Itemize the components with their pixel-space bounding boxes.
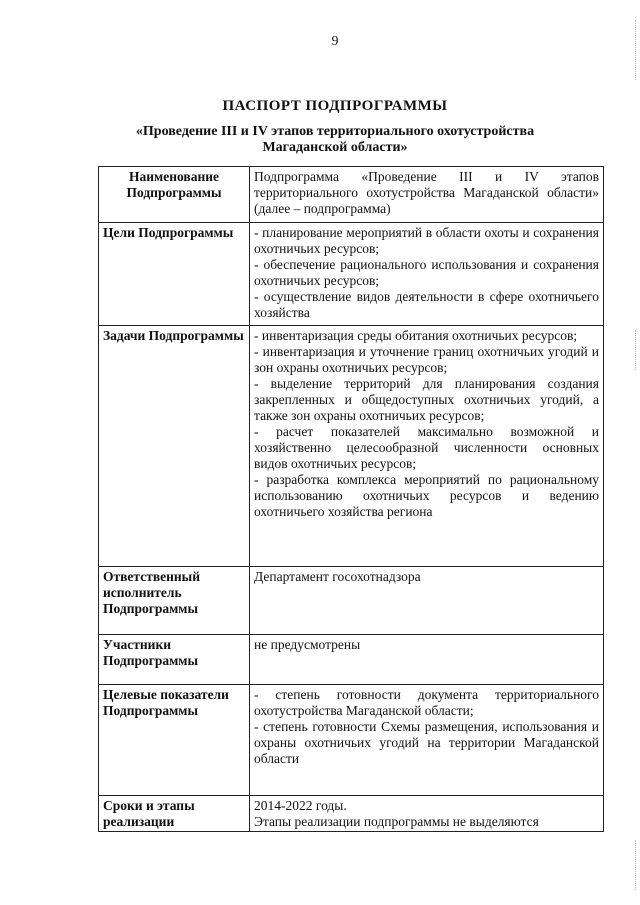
table-row-indicators	[99, 685, 604, 796]
row-value	[250, 685, 604, 796]
row-value-line: - расчет показателей максимально возможной и хозяйственно целесообразной численности основных видов охотничьих ресурсов;	[254, 424, 599, 471]
row-label: Задачи Подпрограммы	[99, 326, 250, 567]
scan-edge-mark	[634, 840, 636, 890]
row-value-line: - инвентаризация и уточнение границ охотничьих угодий и зон охраны охотничьих ресурсов;	[254, 344, 599, 375]
table-row-name	[99, 167, 604, 223]
table-row-terms	[99, 796, 604, 832]
row-label: Целевые показатели Подпрограммы	[99, 685, 250, 796]
table-row-goals	[99, 223, 604, 326]
row-value	[250, 567, 604, 635]
row-label: Сроки и этапы реализации	[99, 796, 250, 832]
scan-edge-mark	[634, 330, 636, 370]
scan-edge-mark	[634, 20, 636, 80]
page-title: ПАСПОРТ ПОДПРОГРАММЫ	[222, 98, 448, 114]
row-value-line: - планирование мероприятий в области охоты и сохранения охотничьих ресурсов;	[254, 225, 599, 256]
row-label: Участники Подпрограммы	[99, 635, 250, 685]
row-value	[250, 635, 604, 685]
row-value-line: - выделение территорий для планирования создания закрепленных и общедоступных охотничьих угодий, а также зон охраны охотничьих ресурсов;	[254, 376, 599, 423]
row-value-line: - разработка комплекса мероприятий по рациональному использованию охотничьих ресурсов и ведению охотничьего хозяйства региона	[254, 472, 599, 519]
row-value-line: 2014-2022 годы.	[254, 798, 347, 813]
table-row-executor	[99, 567, 604, 635]
row-value-line: - осуществление видов деятельности в сфере охотничьего хозяйства	[254, 289, 599, 320]
row-value	[250, 167, 604, 223]
row-label: Цели Подпрограммы	[99, 223, 250, 326]
row-value	[250, 796, 604, 832]
row-label: Наименование Подпрограммы	[99, 167, 250, 223]
row-value-line: Департамент госохотнадзора	[254, 569, 421, 584]
row-value-line: - степень готовности Схемы размещения, использования и охраны охотничьих угодий на территории Магаданской области	[254, 719, 599, 766]
row-label: Ответственный исполнитель Подпрограммы	[99, 567, 250, 635]
row-value-line: Подпрограмма «Проведение III и IV этапов территориального охотустройства Магаданской области» (далее – подпрограмма)	[254, 169, 599, 216]
row-value-line: - степень готовности документа территориального охотустройства Магаданской области;	[254, 687, 599, 718]
page-subtitle: «Проведение III и IV этапов территориального охотустройства Магаданской области»	[135, 124, 535, 155]
row-value-line: - обеспечение рационального использования и сохранения охотничьих ресурсов;	[254, 257, 599, 288]
row-value-line: Этапы реализации подпрограммы не выделяются	[254, 814, 539, 829]
table-row-tasks	[99, 326, 604, 567]
row-value-line: не предусмотрены	[254, 637, 361, 652]
page-number: 9	[331, 34, 339, 49]
passport-table	[98, 166, 604, 832]
row-value-line: - инвентаризация среды обитания охотничьих ресурсов;	[254, 328, 578, 343]
row-value	[250, 326, 604, 567]
row-value	[250, 223, 604, 326]
table-row-participants	[99, 635, 604, 685]
